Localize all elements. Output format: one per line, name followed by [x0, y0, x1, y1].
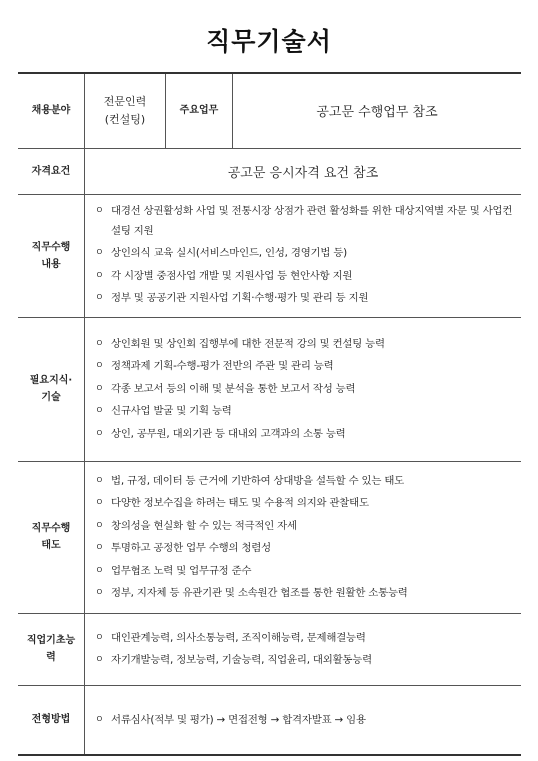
row-attitude — [18, 461, 521, 613]
list-item-text: 자기개발능력, 정보능력, 기술능력, 직업윤리, 대외활동능력 — [111, 654, 372, 666]
list-item — [95, 582, 513, 605]
list-item — [95, 400, 513, 423]
row-knowledge — [18, 317, 521, 461]
knowledge-cell — [85, 317, 522, 461]
list-item — [95, 201, 513, 241]
basic-skills-list — [85, 621, 521, 678]
list-item-text: 다양한 정보수집을 하려는 태도 및 수용적 의지와 관찰태도 — [111, 497, 369, 509]
list-item-text: 대인관계능력, 의사소통능력, 조직이해능력, 문제해결능력 — [111, 631, 366, 644]
field-value — [85, 73, 166, 148]
list-item — [95, 709, 513, 732]
list-item-text: 서류심사(적부 및 평가) → 면접전형 → 합격자발표 → 임용 — [111, 713, 366, 726]
field-value-line1: 전문인력 — [103, 94, 147, 108]
bullet-icon: ㅇ — [95, 383, 104, 394]
bullet-icon: ㅇ — [95, 714, 104, 725]
qualification-value: 공고문 응시자격 요건 참조 — [85, 148, 522, 194]
bullet-icon: ㅇ — [95, 498, 104, 508]
bullet-icon: ㅇ — [95, 588, 104, 598]
knowledge-list — [85, 327, 521, 452]
duty-value: 공고문 수행업무 참조 — [233, 73, 522, 148]
list-item — [95, 515, 513, 538]
list-item — [95, 288, 513, 308]
basic-skills-label — [18, 613, 85, 685]
selection-label: 전형방법 — [18, 685, 85, 755]
attitude-label-line1: 직무수행 — [31, 523, 71, 534]
list-item — [95, 355, 513, 378]
duty-label: 주요업무 — [166, 73, 233, 148]
qualification-label: 자격요건 — [18, 148, 85, 194]
bullet-icon: ㅇ — [95, 543, 104, 553]
list-item-text: 정부, 지자체 등 유관기관 및 소속원간 협조를 통한 원활한 소통능력 — [111, 587, 408, 599]
selection-cell — [85, 685, 522, 755]
attitude-label-line2: 태도 — [41, 540, 61, 551]
list-item — [95, 423, 513, 446]
list-item-text: 각종 보고서 등의 이해 및 분석을 통한 보고서 작성 능력 — [111, 382, 356, 395]
field-value-line2: (컨설팅) — [104, 112, 146, 126]
list-item — [95, 333, 513, 356]
list-item-text: 법, 규정, 데이터 등 근거에 기반하여 상대방을 설득할 수 있는 태도 — [111, 474, 405, 487]
list-item-text: 창의성을 현실화 할 수 있는 적극적인 자세 — [111, 519, 297, 532]
bullet-icon: ㅇ — [95, 565, 104, 576]
list-item — [95, 378, 513, 401]
row-job-content — [18, 194, 521, 317]
row-qualification — [18, 148, 521, 194]
job-content-label — [18, 194, 85, 317]
bullet-icon: ㅇ — [95, 632, 104, 643]
row-basic-skills — [18, 613, 521, 685]
list-item-text: 각 시장별 중점사업 개발 및 지원사업 등 현안사항 지원 — [111, 269, 353, 282]
bullet-icon: ㅇ — [95, 270, 104, 281]
list-item — [95, 266, 513, 286]
row-selection — [18, 685, 521, 755]
list-item — [95, 560, 513, 583]
list-item — [95, 537, 513, 560]
document-title: 직무기술서 — [206, 27, 332, 56]
job-content-label-line1: 직무수행 — [31, 241, 71, 253]
list-item — [95, 649, 513, 672]
attitude-list — [85, 464, 521, 611]
list-item — [95, 470, 513, 493]
bullet-icon: ㅇ — [95, 293, 104, 303]
list-item-text: 상인회원 및 상인회 집행부에 대한 전문적 강의 및 컨설팅 능력 — [111, 337, 385, 350]
basic-skills-cell — [85, 613, 522, 685]
list-item-text: 정부 및 공공기관 지원사업 기획·수행·평가 및 관리 등 지원 — [111, 292, 369, 304]
bullet-icon: ㅇ — [95, 406, 104, 417]
bullet-icon: ㅇ — [95, 205, 104, 216]
list-item-text: 상인의식 교육 실시(서비스마인드, 인성, 경영기법 등) — [111, 247, 348, 259]
attitude-label — [18, 461, 85, 613]
list-item-text: 업무협조 노력 및 업무규정 준수 — [111, 564, 252, 577]
attitude-cell — [85, 461, 522, 613]
bullet-icon: ㅇ — [95, 361, 104, 372]
list-item — [95, 492, 513, 515]
knowledge-label-line2: 기술 — [41, 392, 61, 403]
bullet-icon: ㅇ — [95, 475, 104, 486]
job-content-label-line2: 내용 — [41, 258, 61, 270]
list-item — [95, 243, 513, 263]
bullet-icon: ㅇ — [95, 520, 104, 531]
basic-skills-label-line2: 력 — [46, 652, 56, 663]
list-item-text: 대경선 상권활성화 사업 및 전통시장 상점가 관련 활성화를 위한 대상지역별 자문 및 사업컨설팅 지원 — [111, 204, 513, 237]
knowledge-label — [18, 317, 85, 461]
job-content-list — [85, 195, 521, 317]
bullet-icon: ㅇ — [95, 655, 104, 665]
row-field — [18, 73, 521, 148]
bullet-icon: ㅇ — [95, 428, 104, 439]
list-item — [95, 627, 513, 650]
job-content-cell — [85, 194, 522, 317]
selection-list — [85, 703, 521, 738]
list-item-text: 신규사업 발굴 및 기획 능력 — [111, 405, 232, 418]
bullet-icon: ㅇ — [95, 338, 104, 349]
basic-skills-label-line1: 직업기초능 — [26, 635, 76, 646]
job-description-table — [18, 72, 521, 756]
list-item-text: 상인, 공무원, 대외기관 등 대내외 고객과의 소통 능력 — [111, 427, 346, 440]
field-label: 채용분야 — [18, 73, 85, 148]
knowledge-label-line1: 필요지식· — [29, 375, 73, 386]
list-item-text: 투명하고 공정한 업무 수행의 청렴성 — [111, 542, 271, 554]
list-item-text: 정책과제 기획-수행-평가 전반의 주관 및 관리 능력 — [111, 360, 334, 373]
bullet-icon: ㅇ — [95, 248, 104, 258]
